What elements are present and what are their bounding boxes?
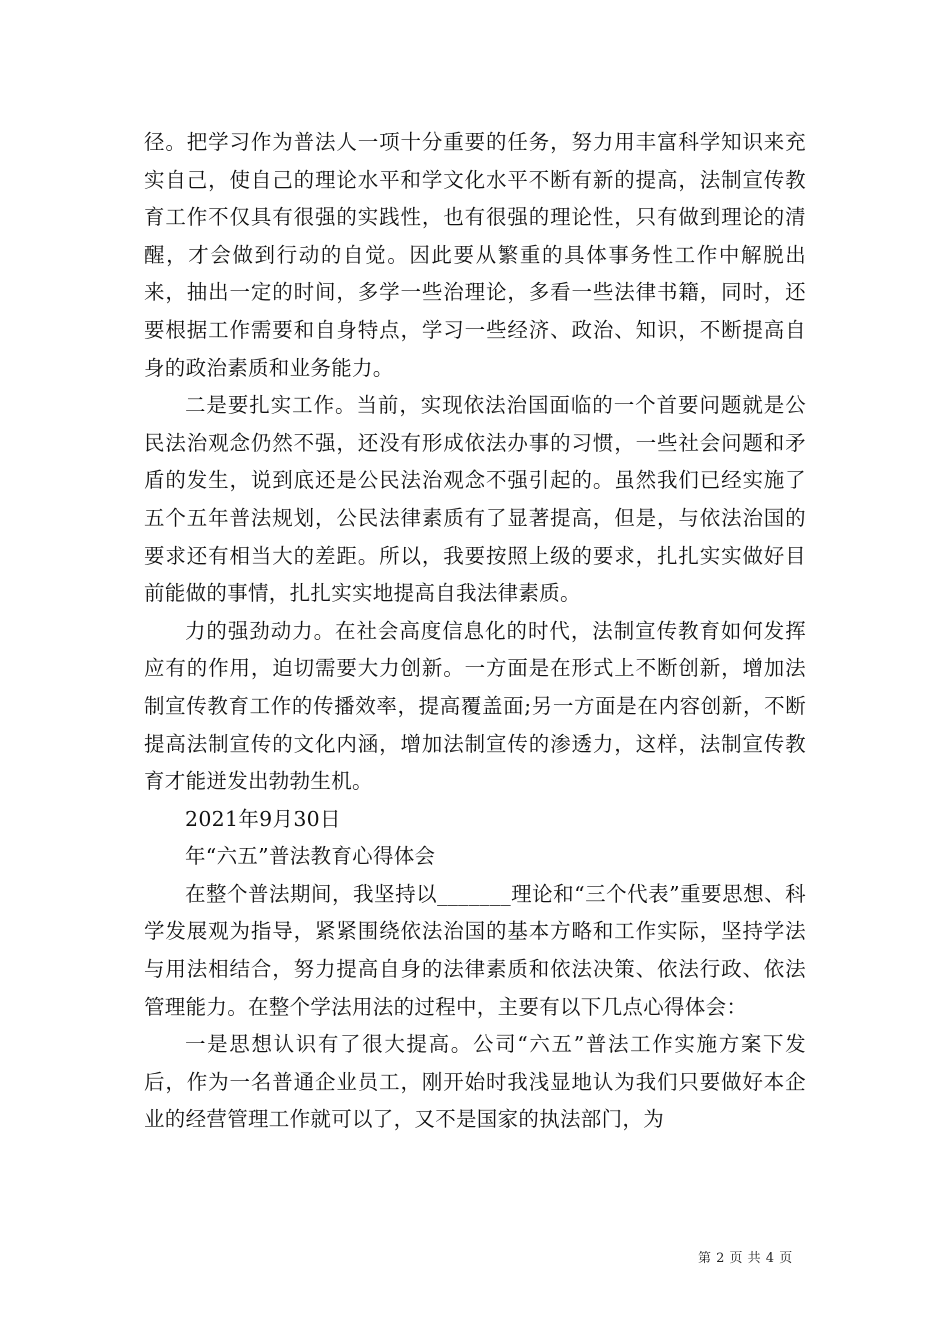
page-number-footer: 第 2 页 共 4 页 bbox=[698, 1251, 793, 1266]
paragraph-awareness: 一是思想认识有了很大提高。公司“六五”普法工作实施方案下发后，作为一名普通企业员工，刚开始时我浅显地认为我们只要做好本企业的经营管理工作就可以了，又不是国家的执法部门，为 bbox=[144, 1032, 806, 1132]
document-body bbox=[144, 124, 806, 1139]
paragraph-study-continued: 径。把学习作为普法人一项十分重要的任务，努力用丰富科学知识来充实自己，使自己的理论水平和学文化水平不断有新的提高，法制宣传教育工作不仅具有很强的实践性，也有很强的理论性，只有做到理论的清醒，才会做到行动的自觉。因此要从繁重的具体事务性工作中解脱出来，抽出一定的时间，多学一些治理论，多看一些法律书籍，同时，还要根据工作需要和自身特点，学习一些经济、政治、知识，不断提高自身的政治素质和业务能力。 bbox=[144, 130, 806, 380]
paragraph-work-solidly: 二是要扎实工作。当前，实现依法治国面临的一个首要问题就是公民法治观念仍然不强，还没有形成依法办事的习惯，一些社会问题和矛盾的发生，说到底还是公民法治观念不强引起的。虽然我们已经实施了五个五年普法规划，公民法律素质有了显著提高，但是，与依法治国的要求还有相当大的差距。所以，我要按照上级的要求，扎扎实实做好目前能做的事情，扎扎实实地提高自我法律素质。 bbox=[144, 393, 806, 606]
section-title: 年“六五”普法教育心得体会 bbox=[185, 844, 436, 869]
paragraph-intro: 在整个普法期间，我坚持以_______理论和“三个代表”重要思想、科学发展观为指导，紧紧围绕依法治国的基本方略和工作实际，坚持学法与用法相结合，努力提高自身的法律素质和依法决策、依法行政、依法管理能力。在整个学法用法的过程中，主要有以下几点心得体会： bbox=[144, 881, 806, 1019]
paragraph-date: 2021年9月30日 bbox=[185, 806, 341, 831]
paragraph-innovation: 力的强劲动力。在社会高度信息化的时代，法制宣传教育如何发挥应有的作用，迫切需要大力创新。一方面是在形式上不断创新，增加法制宣传教育工作的传播效率，提高覆盖面;另一方面是在内容创新，不断提高法制宣传的文化内涵，增加法制宣传的渗透力，这样，法制宣传教育才能迸发出勃勃生机。 bbox=[144, 618, 806, 794]
